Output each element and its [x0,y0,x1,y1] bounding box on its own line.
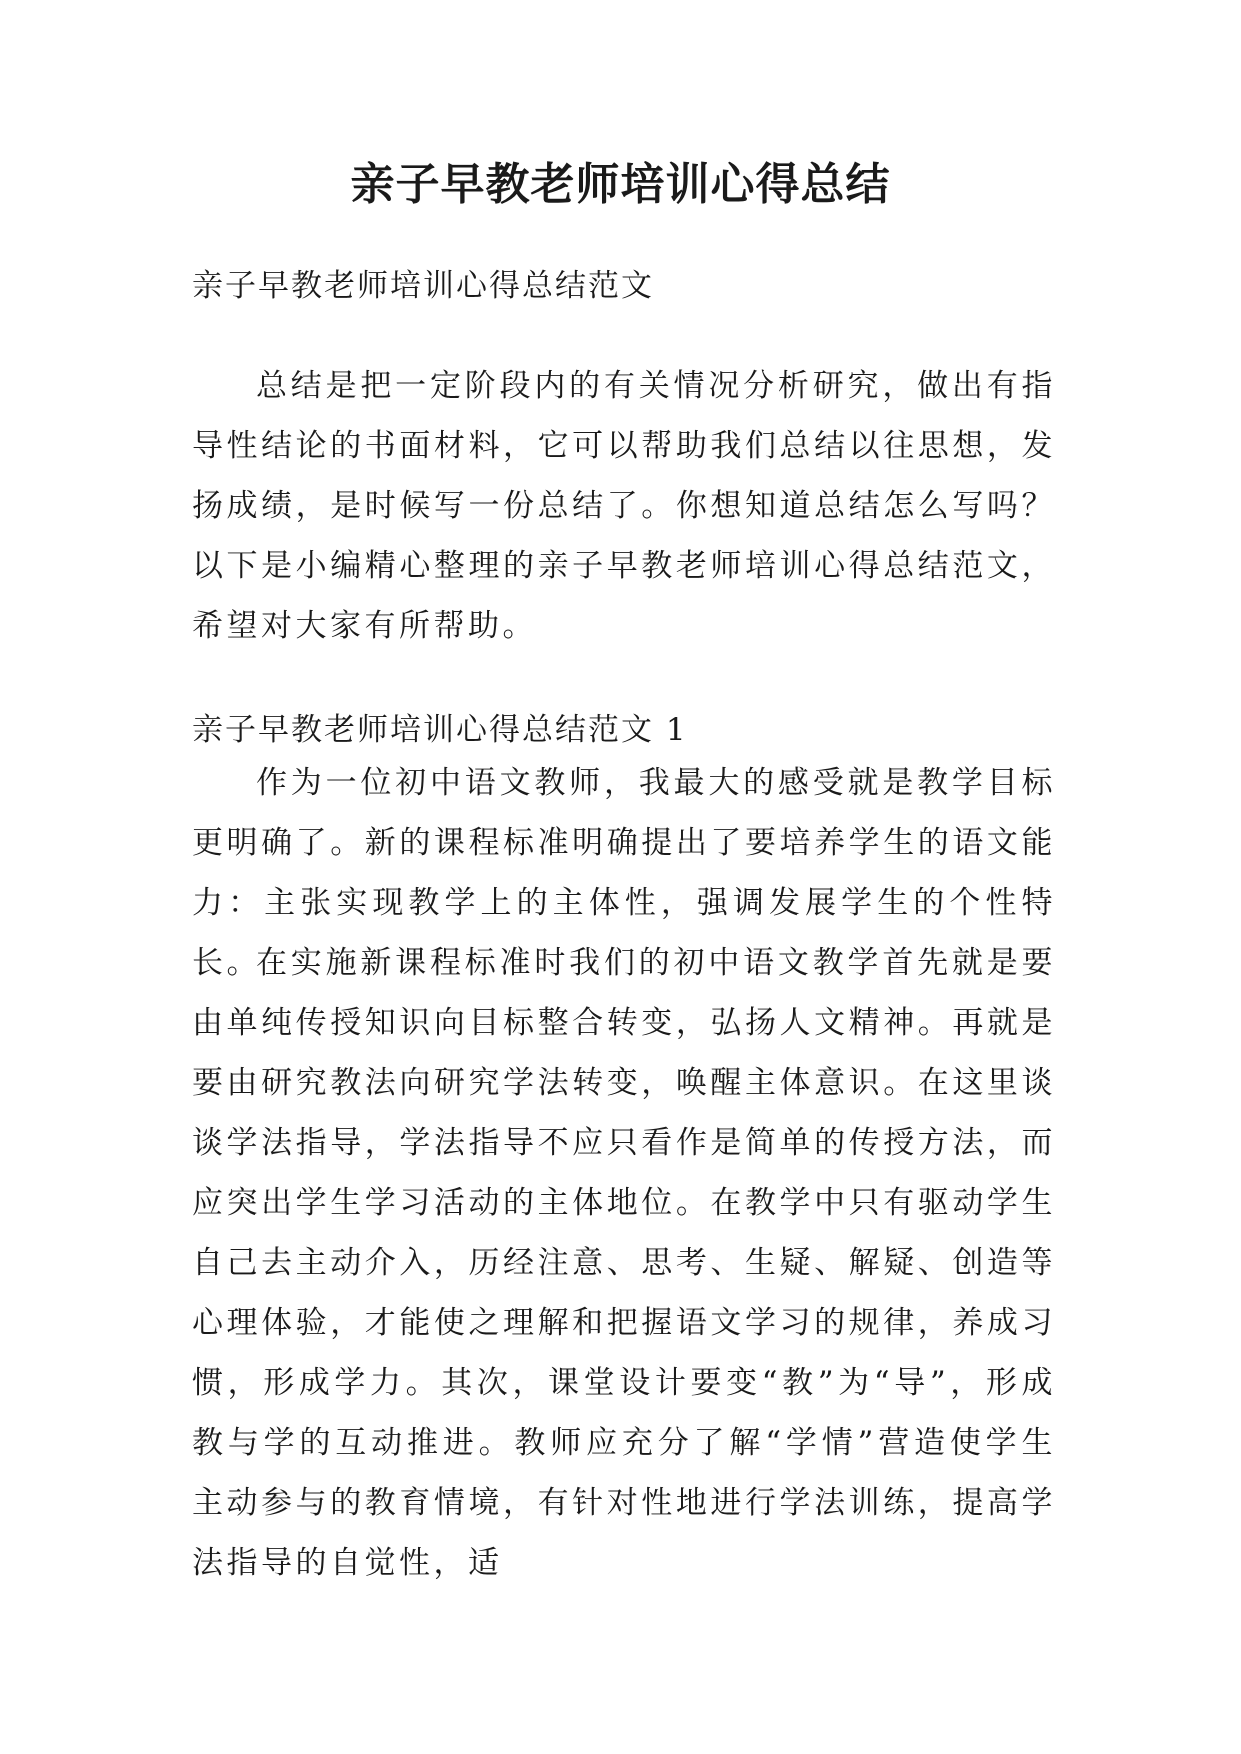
body-paragraph: 作为一位初中语文教师，我最大的感受就是教学目标更明确了。新的课程标准明确提出了要培养学生的语文能力：主张实现教学上的主体性，强调发展学生的个性特长。 [192,765,1056,981]
body-paragraph: 在实施新课程标准时我们的初中语文教学首先就是要由单纯传授知识向目标整合转变，弘扬人文精神。再就是要由研究教法向研究学法转变，唤醒主体意识。在这里谈谈学法指导，学法指导不应只看作是简单的传授方法，而应突出学生学习活动的主体地位。在教学中只有驱动学生自己去主动介入，历经注意、思考、生疑、解疑、创造等心理体验，才能使之理解和把握语文学习的规律，养成习惯，形成学力。其次，课堂设计要变“教”为“导”，形成教与学的互动推进。教师应充分了解“学情”营造使学生主动参与的教育情境，有针对性地进行学法训练，提高学法指导的自觉性，适 [192,945,1056,1581]
document-subtitle: 亲子早教老师培训心得总结范文 [192,268,654,304]
document-title: 亲子早教老师培训心得总结 [350,159,891,210]
intro-paragraph: 总结是把一定阶段内的有关情况分析研究，做出有指导性结论的书面材料，它可以帮助我们总结以往思想，发扬成绩，是时候写一份总结了。你想知道总结怎么写吗？以下是小编精心整理的亲子早教老师培训心得总结范文，希望对大家有所帮助。 [192,368,1056,644]
section-heading: 亲子早教老师培训心得总结范文 1 [192,712,688,748]
